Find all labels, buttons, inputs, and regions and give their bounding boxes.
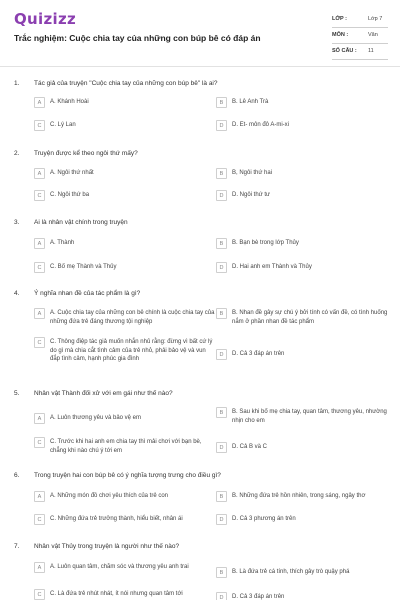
option-text: D. Cả 3 phương án trên (232, 516, 296, 522)
option-text: C. Ngôi thứ ba (50, 192, 90, 198)
question-number: 7. (14, 543, 20, 550)
option-text: A. Ngôi thứ nhất (50, 170, 94, 176)
option-text: A. Luôn thương yêu và bảo vệ em (50, 415, 142, 421)
option-text: A. Thành (50, 240, 75, 246)
meta-row-count (332, 44, 388, 60)
option-text: D. Et- môn đô A-mi-xi (232, 122, 290, 128)
option-letter-box: C (34, 589, 45, 600)
option-text: D. Cả 3 đáp án trên (232, 594, 285, 600)
question-text: Nhân vật Thủy trong truyện là người như thế nào? (34, 543, 180, 550)
option-letter-box: C (34, 120, 45, 131)
option-letter-box: D (216, 120, 227, 131)
option-letter-box: A (34, 491, 45, 502)
question-text: Trong truyện hai con búp bê có ý nghĩa tượng trưng cho điều gì? (34, 472, 221, 479)
option-text: D. Cả 3 đáp án trên (232, 351, 285, 357)
meta-key: SỐ CÂU : (332, 48, 357, 54)
question-text: Ai là nhân vật chính trong truyện (34, 219, 128, 226)
option-text: B. Là đứa trẻ cá tính, thích gây trò quậy phá (232, 569, 350, 575)
option-text: A. Cuộc chia tay của những con bê chính là cuộc chia tay của những đứa trẻ đáng thương tội nghiệp (50, 310, 215, 325)
meta-value: Lớp 7 (368, 16, 383, 22)
option-letter-box: D (216, 349, 227, 360)
question-number: 3. (14, 219, 20, 226)
option-text: C. Bố mẹ Thành và Thủy (50, 264, 117, 270)
option-letter-box: D (216, 514, 227, 525)
option-letter-box: C (34, 262, 45, 273)
meta-key: MÔN : (332, 32, 349, 38)
quizizz-logo: Quizizz (14, 10, 77, 28)
option-text: B. Lê Anh Trà (232, 99, 269, 105)
option-text: A. Luôn quan tâm, chăm sóc và thương yêu anh trai (50, 564, 189, 570)
option-letter-box: C (34, 437, 45, 448)
option-text: B. Nhan đề gây sự chú ý bởi tính có vấn đề, có tình huống nắm ở phần nhan đề tác phẩm (232, 310, 388, 325)
question-text: Truyện được kể theo ngôi thứ mấy? (34, 150, 138, 157)
question-text: Ý nghĩa nhan đề của tác phẩm là gì? (34, 290, 141, 297)
option-text: C. Những đứa trẻ trưởng thành, hiểu biết, nhân ái (50, 516, 183, 522)
question-text: Nhân vật Thành đối xử với em gái như thế nào? (34, 390, 173, 397)
option-letter-box: C (34, 190, 45, 201)
option-letter-box: B (216, 308, 227, 319)
meta-value: Văn (368, 32, 378, 38)
question-number: 5. (14, 390, 20, 397)
option-text: A. Những món đồ chơi yêu thích của trẻ con (50, 493, 169, 499)
header-divider (0, 66, 400, 67)
option-text: C. Lý Lan (50, 122, 76, 128)
option-letter-box: D (216, 442, 227, 453)
meta-row-class (332, 12, 388, 28)
option-letter-box: B (216, 491, 227, 502)
option-letter-box: A (34, 413, 45, 424)
option-letter-box: D (216, 190, 227, 201)
option-text: B. Sau khi bố mẹ chia tay, quan tâm, thương yêu, nhường nhịn cho em (232, 409, 387, 424)
question-number: 1. (14, 80, 20, 87)
option-text: D. Ngôi thứ tư (232, 192, 271, 198)
option-letter-box: D (216, 262, 227, 273)
option-text: C. Là đứa trẻ nhút nhát, ít nói nhưng quan tâm tới (50, 591, 183, 597)
option-text: B. Những đứa trẻ hồn nhiên, trong sáng, ngây thơ (232, 493, 366, 499)
option-text: C. Trước khi hai anh em chia tay thì mải chơi với bạn bè, chẳng khi nào chú ý tới em (50, 439, 202, 454)
question-number: 4. (14, 290, 20, 297)
option-text: D. Hai anh em Thành và Thủy (232, 264, 312, 270)
option-letter-box: C (34, 337, 45, 348)
option-text: D. Cả B và C (232, 444, 268, 450)
option-letter-box: D (216, 592, 227, 600)
option-letter-box: B (216, 407, 227, 418)
option-letter-box: B (216, 238, 227, 249)
page-title: Trắc nghiệm: Cuộc chia tay của những con búp bê có đáp án (14, 33, 261, 43)
worksheet-meta (332, 12, 388, 60)
option-letter-box: A (34, 238, 45, 249)
question-number: 6. (14, 472, 20, 479)
option-letter-box: A (34, 562, 45, 573)
option-letter-box: A (34, 168, 45, 179)
option-text: C. Thông điệp tác giả muốn nhắn nhủ rằng: đừng vì bất cứ lý do gì mà chia cắt tình cảm của trẻ nhỏ, phải bảo vệ và vun đắp tình cảm, hạnh phúc gia đình (50, 339, 213, 362)
option-text: B. Bạn bè trong lớp Thủy (232, 240, 299, 246)
option-letter-box: A (34, 308, 45, 319)
option-text: B, Ngôi thứ hai (232, 170, 273, 176)
option-letter-box: B (216, 168, 227, 179)
question-number: 2. (14, 150, 20, 157)
option-letter-box: C (34, 514, 45, 525)
option-text: A. Khánh Hoài (50, 99, 89, 105)
option-letter-box: A (34, 97, 45, 108)
option-letter-box: B (216, 567, 227, 578)
meta-row-subject (332, 28, 388, 44)
option-letter-box: B (216, 97, 227, 108)
meta-value: 11 (368, 48, 374, 54)
question-text: Tác giả của truyện "Cuộc chia tay của những con búp bê" là ai? (34, 80, 218, 87)
meta-key: LỚP : (332, 16, 347, 22)
